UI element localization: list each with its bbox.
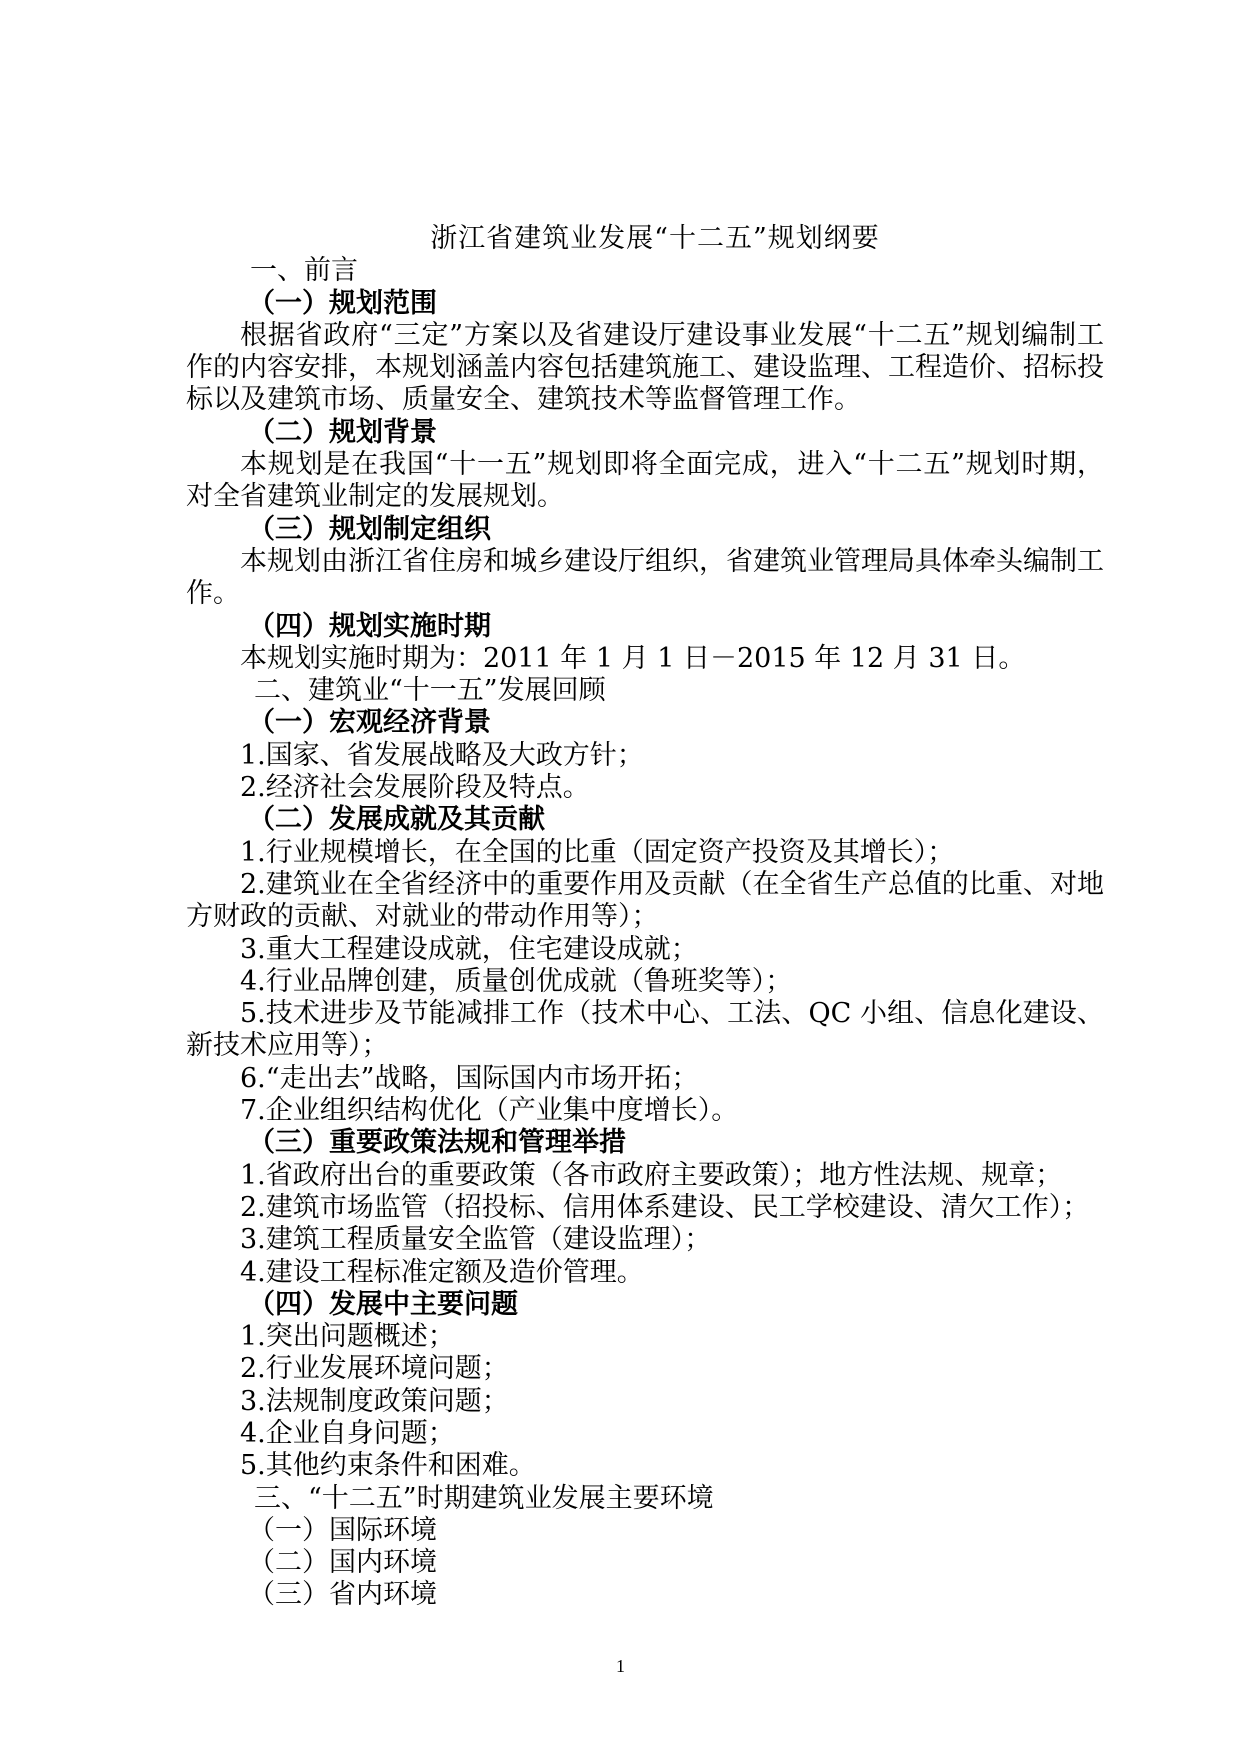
paragraph: 1.国家、省发展战略及大政方针； [240,739,644,771]
subsection-heading: （四）规划实施时期 [248,610,491,642]
paragraph: 1.突出问题概述； [240,1321,455,1353]
paragraph: 3.建筑工程质量安全监管（建设监理）； [240,1224,712,1256]
page-number: 1 [616,1656,625,1676]
subsection-heading: （三）重要政策法规和管理举措 [248,1127,626,1159]
document-title: 浙江省建筑业发展“十二五”规划纲要 [430,223,880,254]
paragraph: 4.建设工程标准定额及造价管理。 [240,1256,644,1288]
section-heading: 二、建筑业“十一五”发展回顾 [254,675,606,707]
subsection-heading: （一）宏观经济背景 [248,707,491,739]
paragraph: 2.建筑业在全省经济中的重要作用及贡献（在全省生产总值的比重、对地方财政的贡献、对就业的带动作用等）； [186,868,1104,933]
paragraph: 本规划由浙江省住房和城乡建设厅组织，省建筑业管理局具体牵头编制工作。 [186,545,1104,610]
paragraph: 1.省政府出台的重要政策（各市政府主要政策）；地方性法规、规章； [240,1159,1063,1191]
paragraph: 根据省政府“三定”方案以及省建设厅建设事业发展“十二五”规划编制工作的内容安排，本规划涵盖内容包括建筑施工、建设监理、工程造价、招标投标以及建筑市场、质量安全、建筑技术等监督管理工作。 [186,319,1104,416]
subsection-heading: （四）发展中主要问题 [248,1288,518,1320]
paragraph: 5.技术进步及节能减排工作（技术中心、工法、QC 小组、信息化建设、新技术应用等）； [186,998,1104,1062]
document-lines [186,255,1104,1611]
subsection-item: （二）国内环境 [248,1547,437,1579]
subsection-heading: （二）规划背景 [248,416,437,448]
document-body [186,223,1104,1612]
paragraph: 2.建筑市场监管（招投标、信用体系建设、民工学校建设、清欠工作）； [240,1191,1090,1223]
paragraph: 本规划是在我国“十一五”规划即将全面完成，进入“十二五”规划时期，对全省建筑业制定的发展规划。 [186,449,1104,513]
subsection-heading: （三）规划制定组织 [248,513,491,545]
paragraph: 7.企业组织结构优化（产业集中度增长）。 [240,1095,739,1127]
paragraph: 4.行业品牌创建，质量创优成就（鲁班奖等）； [240,965,793,997]
paragraph: 3.重大工程建设成就，住宅建设成就； [240,933,698,965]
paragraph: 本规划实施时期为：2011 年 1 月 1 日－2015 年 12 月 31 日。 [240,642,1026,674]
paragraph: 5.其他约束条件和困难。 [240,1450,536,1482]
subsection-heading: （二）发展成就及其贡献 [248,804,545,836]
paragraph: 3.法规制度政策问题； [240,1385,509,1417]
paragraph: 2.行业发展环境问题； [240,1353,509,1385]
section-heading: 一、前言 [250,255,358,287]
paragraph: 4.企业自身问题； [240,1417,455,1449]
subsection-heading: （一）规划范围 [248,287,437,319]
paragraph: 6.“走出去”战略，国际国内市场开拓； [240,1062,699,1094]
section-heading: 三、“十二五”时期建筑业发展主要环境 [254,1482,714,1514]
subsection-item: （一）国际环境 [248,1514,437,1546]
subsection-item: （三）省内环境 [248,1579,437,1611]
paragraph: 2.经济社会发展阶段及特点。 [240,772,590,804]
paragraph: 1.行业规模增长，在全国的比重（固定资产投资及其增长）； [240,836,955,868]
